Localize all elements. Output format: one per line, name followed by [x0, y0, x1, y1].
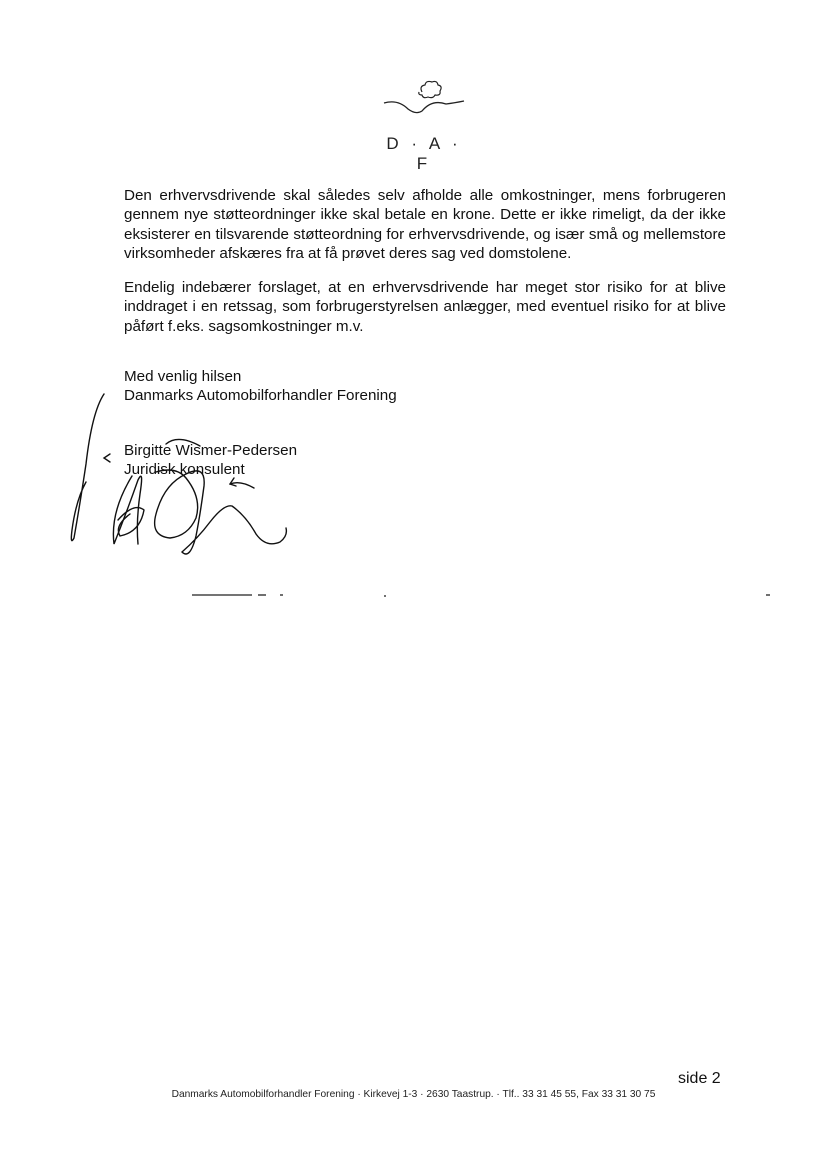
scan-artifacts	[190, 588, 800, 602]
handwritten-signature	[60, 380, 330, 570]
daf-logo	[378, 76, 470, 173]
body-paragraph: Den erhvervsdrivende skal således selv afholde alle omkostninger, mens forbrugeren gennem nye støtteordninger ikke skal betale en krone. Dette er ikke rimeligt, da der ikke eksisterer en tilsvarende støtteordning for erhvervsdrivende, og især små og mellemstore virksomheder afskæres fra at få prøvet deres sag ved domstolene.	[124, 187, 726, 262]
organization-name: Danmarks Automobilforhandler Forening	[124, 387, 397, 404]
body-paragraph: Endelig indebærer forslaget, at en erhvervsdrivende har meget stor risiko for at blive inddraget i en retssag, som forbrugerstyrelsen anlægger, med eventuel risiko for at blive påført f.eks. sagsomkostninger m.v.	[124, 279, 726, 335]
signer-title: Juridisk konsulent	[124, 461, 245, 478]
cloud-bird-icon	[378, 76, 470, 136]
signer-name: Birgitte Wismer-Pedersen	[124, 442, 298, 459]
footer-address: Danmarks Automobilforhandler Forening · Kirkevej 1-3 · 2630 Taastrup. · Tlf.. 33 31 45 55, Fax 33 31 30 75	[171, 1089, 656, 1100]
page-number: side 2	[678, 1070, 721, 1087]
closing-greeting: Med venlig hilsen	[124, 368, 242, 385]
logo-text: D · A · F	[386, 134, 462, 173]
